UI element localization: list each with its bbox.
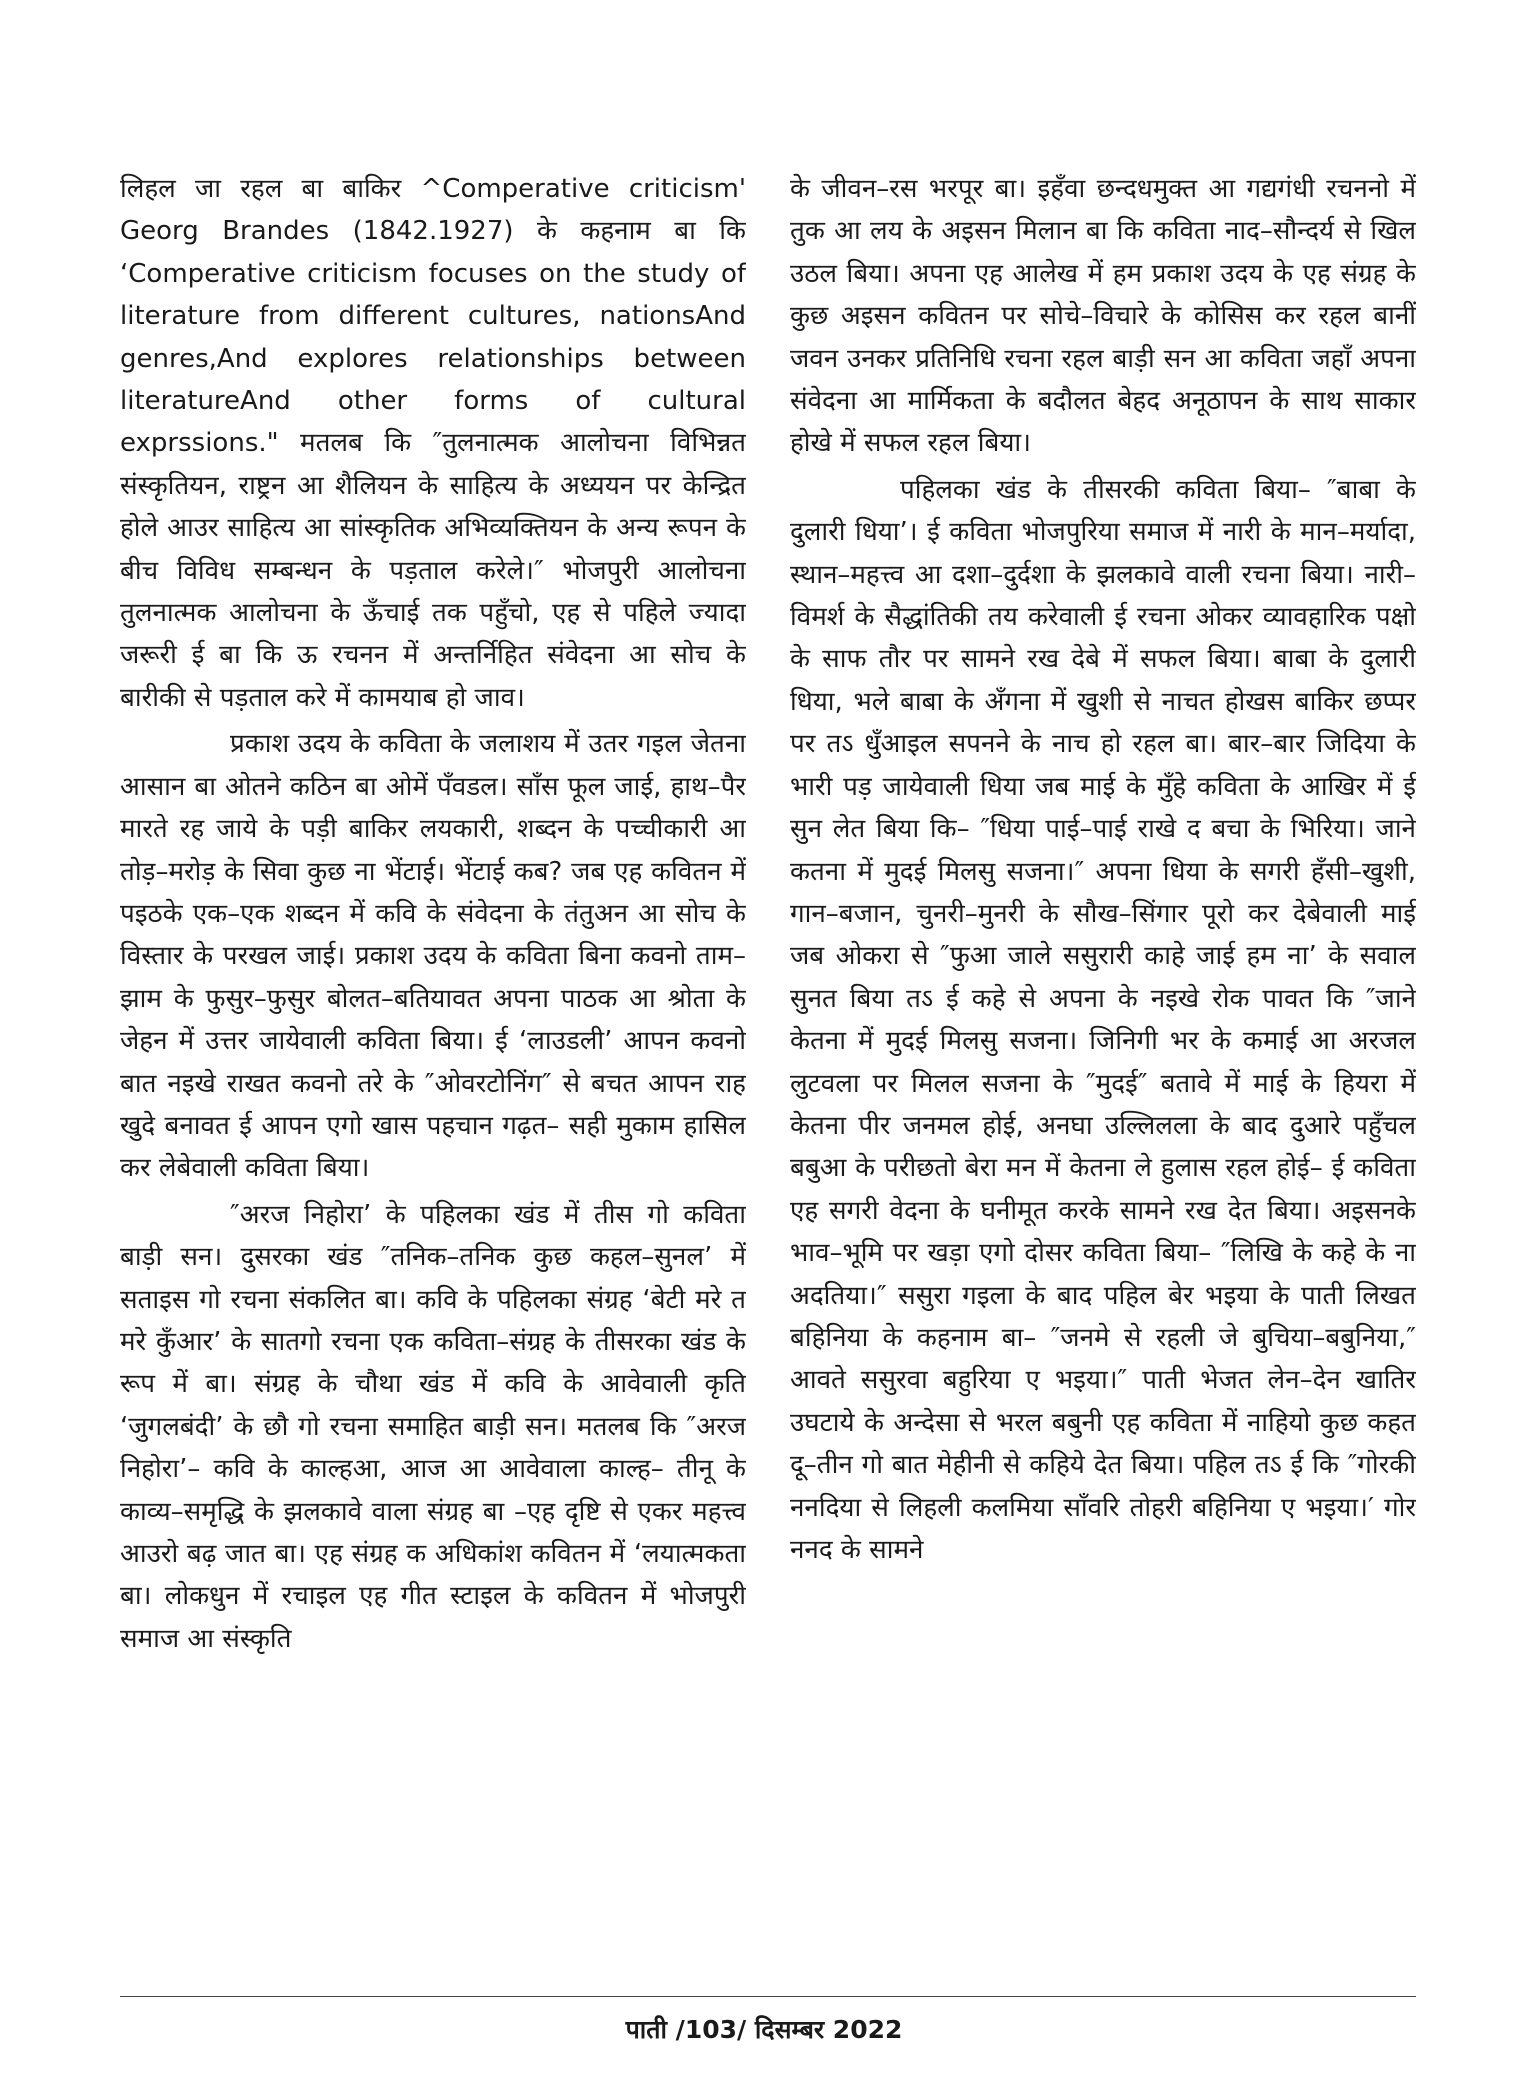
paragraph: के जीवन–रस भरपूर बा। इहँवा छन्दधमुक्त आ गद्यगंधी रचननो में तुक आ लय के अइसन मिलान बा कि कविता नाद–सौन्दर्य से खिल उठल बिया। अपना एह आलेख में हम प्रकाश उदय के एह संग्रह के कुछ अइसन कवितन पर सोचे–विचारे के कोसिस कर रहल बानीं जवन उनकर प्रतिनिधि रचना रहल बाड़ी सन आ कविता जहाँ अपना संवेदना आ मार्मिकता के बदौलत बेहद अनूठापन के साथ साकार होखे में सफल रहल बिया। xyxy=(790,174,1416,459)
paragraph: लिहल जा रहल बा बाकिर ^Comperative criticism' Georg Brandes (1842.1927) के कहनाम बा कि ‘Comperative criticism focuses on the study of literature from different cultures, nationsAnd genres,And explores relationships between literatureAnd other forms of cultural exprssions." मतलब कि ″तुलनात्मक आलोचना विभिन्नत संस्कृतियन, राष्ट्रन आ शैलियन के साहित्य के अध्ययन पर केन्द्रित होले आउर साहित्य आ सांस्कृतिक अभिव्यक्तियन के अन्य रूपन के बीच विविध सम्बन्धन के पड़ताल करेले।″ भोजपुरी आलोचना तुलनात्मक आलोचना के ऊँचाई तक पहुँचो, एह से पहिले ज्यादा जरूरी ई बा कि ऊ रचनन में अन्तर्निहित संवेदना आ सोच के बारीकी से पड़ताल करे में कामयाब हो जाव। xyxy=(120,174,746,713)
footer-divider xyxy=(120,1996,1416,1997)
paragraph: ″अरज निहोरा’ के पहिलका खंड में तीस गो कविता बाड़ी सन। दुसरका खंड ″तनिक–तनिक कुछ कहल–सुनल’ में सताइस गो रचना संकलित बा। कवि के पहिलका संग्रह ‘बेटी मरे त मरे कुँआर’ के सातगो रचना एक कविता–संग्रह के तीसरका खंड के रूप में बा। संग्रह के चौथा खंड में कवि के आवेवाली कृति ‘जुगलबंदी’ के छौ गो रचना समाहित बाड़ी सन। मतलब कि ″अरज निहोरा’– कवि के काल्हआ, आज आ आवेवाला काल्ह– तीनू के काव्य–समृद्धि के झलकावे वाला संग्रह बा –एह दृष्टि से एकर महत्त्व आउरो बढ़ जात बा। एह संग्रह क अधिकांश कवितन में ‘लयात्मकता बा। लोकधुन में रचाइल एह गीत स्टाइल के कवितन में भोजपुरी समाज आ संस्कृति xyxy=(120,1199,746,1654)
left-column xyxy=(120,168,746,1958)
page-footer: पाती /103/ दिसम्बर 2022 xyxy=(625,2015,903,2044)
paragraph: प्रकाश उदय के कविता के जलाशय में उतर गइल जेतना आसान बा ओतने कठिन बा ओमें पँवडल। साँस फूल जाई, हाथ–पैर मारते रह जाये के पड़ी बाकिर लयकारी, शब्दन के पच्चीकारी आ तोड़–मरोड़ के सिवा कुछ ना भेंटाई। भेंटाई कब? जब एह कवितन में पइठके एक–एक शब्दन में कवि के संवेदना के तंतुअन आ सोच के विस्तार के परखल जाई। प्रकाश उदय के कविता बिना कवनो ताम–झाम के फुसुर–फुसुर बोलत–बतियावत अपना पाठक आ श्रोता के जेहन में उत्तर जायेवाली कविता बिया। ई ‘लाउडली’ आपन कवनो बात नइखे राखत कवनो तरे के ″ओवरटोनिंग″ से बचत आपन राह खुदे बनावत ई आपन एगो खास पहचान गढ़त– सही मुकाम हासिल कर लेबेवाली कविता बिया। xyxy=(120,729,746,1184)
paragraph: पहिलका खंड के तीसरकी कविता बिया– ″बाबा के दुलारी धिया’। ई कविता भोजपुरिया समाज में नारी के मान–मर्यादा, स्थान–महत्त्व आ दशा–दुर्दशा के झलकावे वाली रचना बिया। नारी–विमर्श के सैद्धांतिकी तय करेवाली ई रचना ओकर व्यावहारिक पक्षो के साफ तौर पर सामने रख देबे में सफल बिया। बाबा के दुलारी धिया, भले बाबा के अँगना में खुशी से नाचत होखस बाकिर छप्पर पर तऽ धुँआइल सपनने के नाच हो रहल बा। बार–बार जिदिया के भारी पड़ जायेवाली धिया जब माई के मुँहे कविता के आखिर में ई सुन लेत बिया कि– ″धिया पाई–पाई राखे द बचा के भिरिया। जाने कतना में मुदई मिलसु सजना।″ अपना धिया के सगरी हँसी–खुशी, गान–बजान, चुनरी–मुनरी के सौख–सिंगार पूरो कर देबेवाली माई जब ओकरा से ″फुआ जाले ससुरारी काहे जाई हम ना’ के सवाल सुनत बिया तऽ ई कहे से अपना के नइखे रोक पावत कि ″जाने केतना में मुदई मिलसु सजना। जिनिगी भर के कमाई आ अरजल लुटवला पर मिलल सजना के ″मुदई″ बतावे में माई के हियरा में केतना पीर जनमल होई, अनघा उल्लिलला के बाद दुआरे पहुँचल बबुआ के परीछतो बेरा मन में केतना ले हुलास रहल होई– ई कविता एह सगरी वेदना के घनीमूत करके सामने रख देत बिया। अइसनके भाव–भूमि पर खड़ा एगो दोसर कविता बिया– ″लिखि के कहे के ना अदतिया।″ ससुरा गइला के बाद पहिल बेर भइया के पाती लिखत बहिनिया के कहनाम बा– ″जनमे से रहली जे बुचिया–बबुनिया,″ आवते ससुरवा बहुरिया ए भइया।″ पाती भेजत लेन–देन खातिर उघटाये के अन्देसा से भरल बबुनी एह कविता में नाहियो कुछ कहत दू–तीन गो बात मेहीनी से कहिये देत बिया। पहिल तऽ ई कि ″गोरकी ननदिया से लिहली कलमिया साँवरि तोहरी बहिनिया ए भइया।′ गोर ननद के सामने xyxy=(790,474,1416,1565)
right-column xyxy=(790,168,1416,1958)
